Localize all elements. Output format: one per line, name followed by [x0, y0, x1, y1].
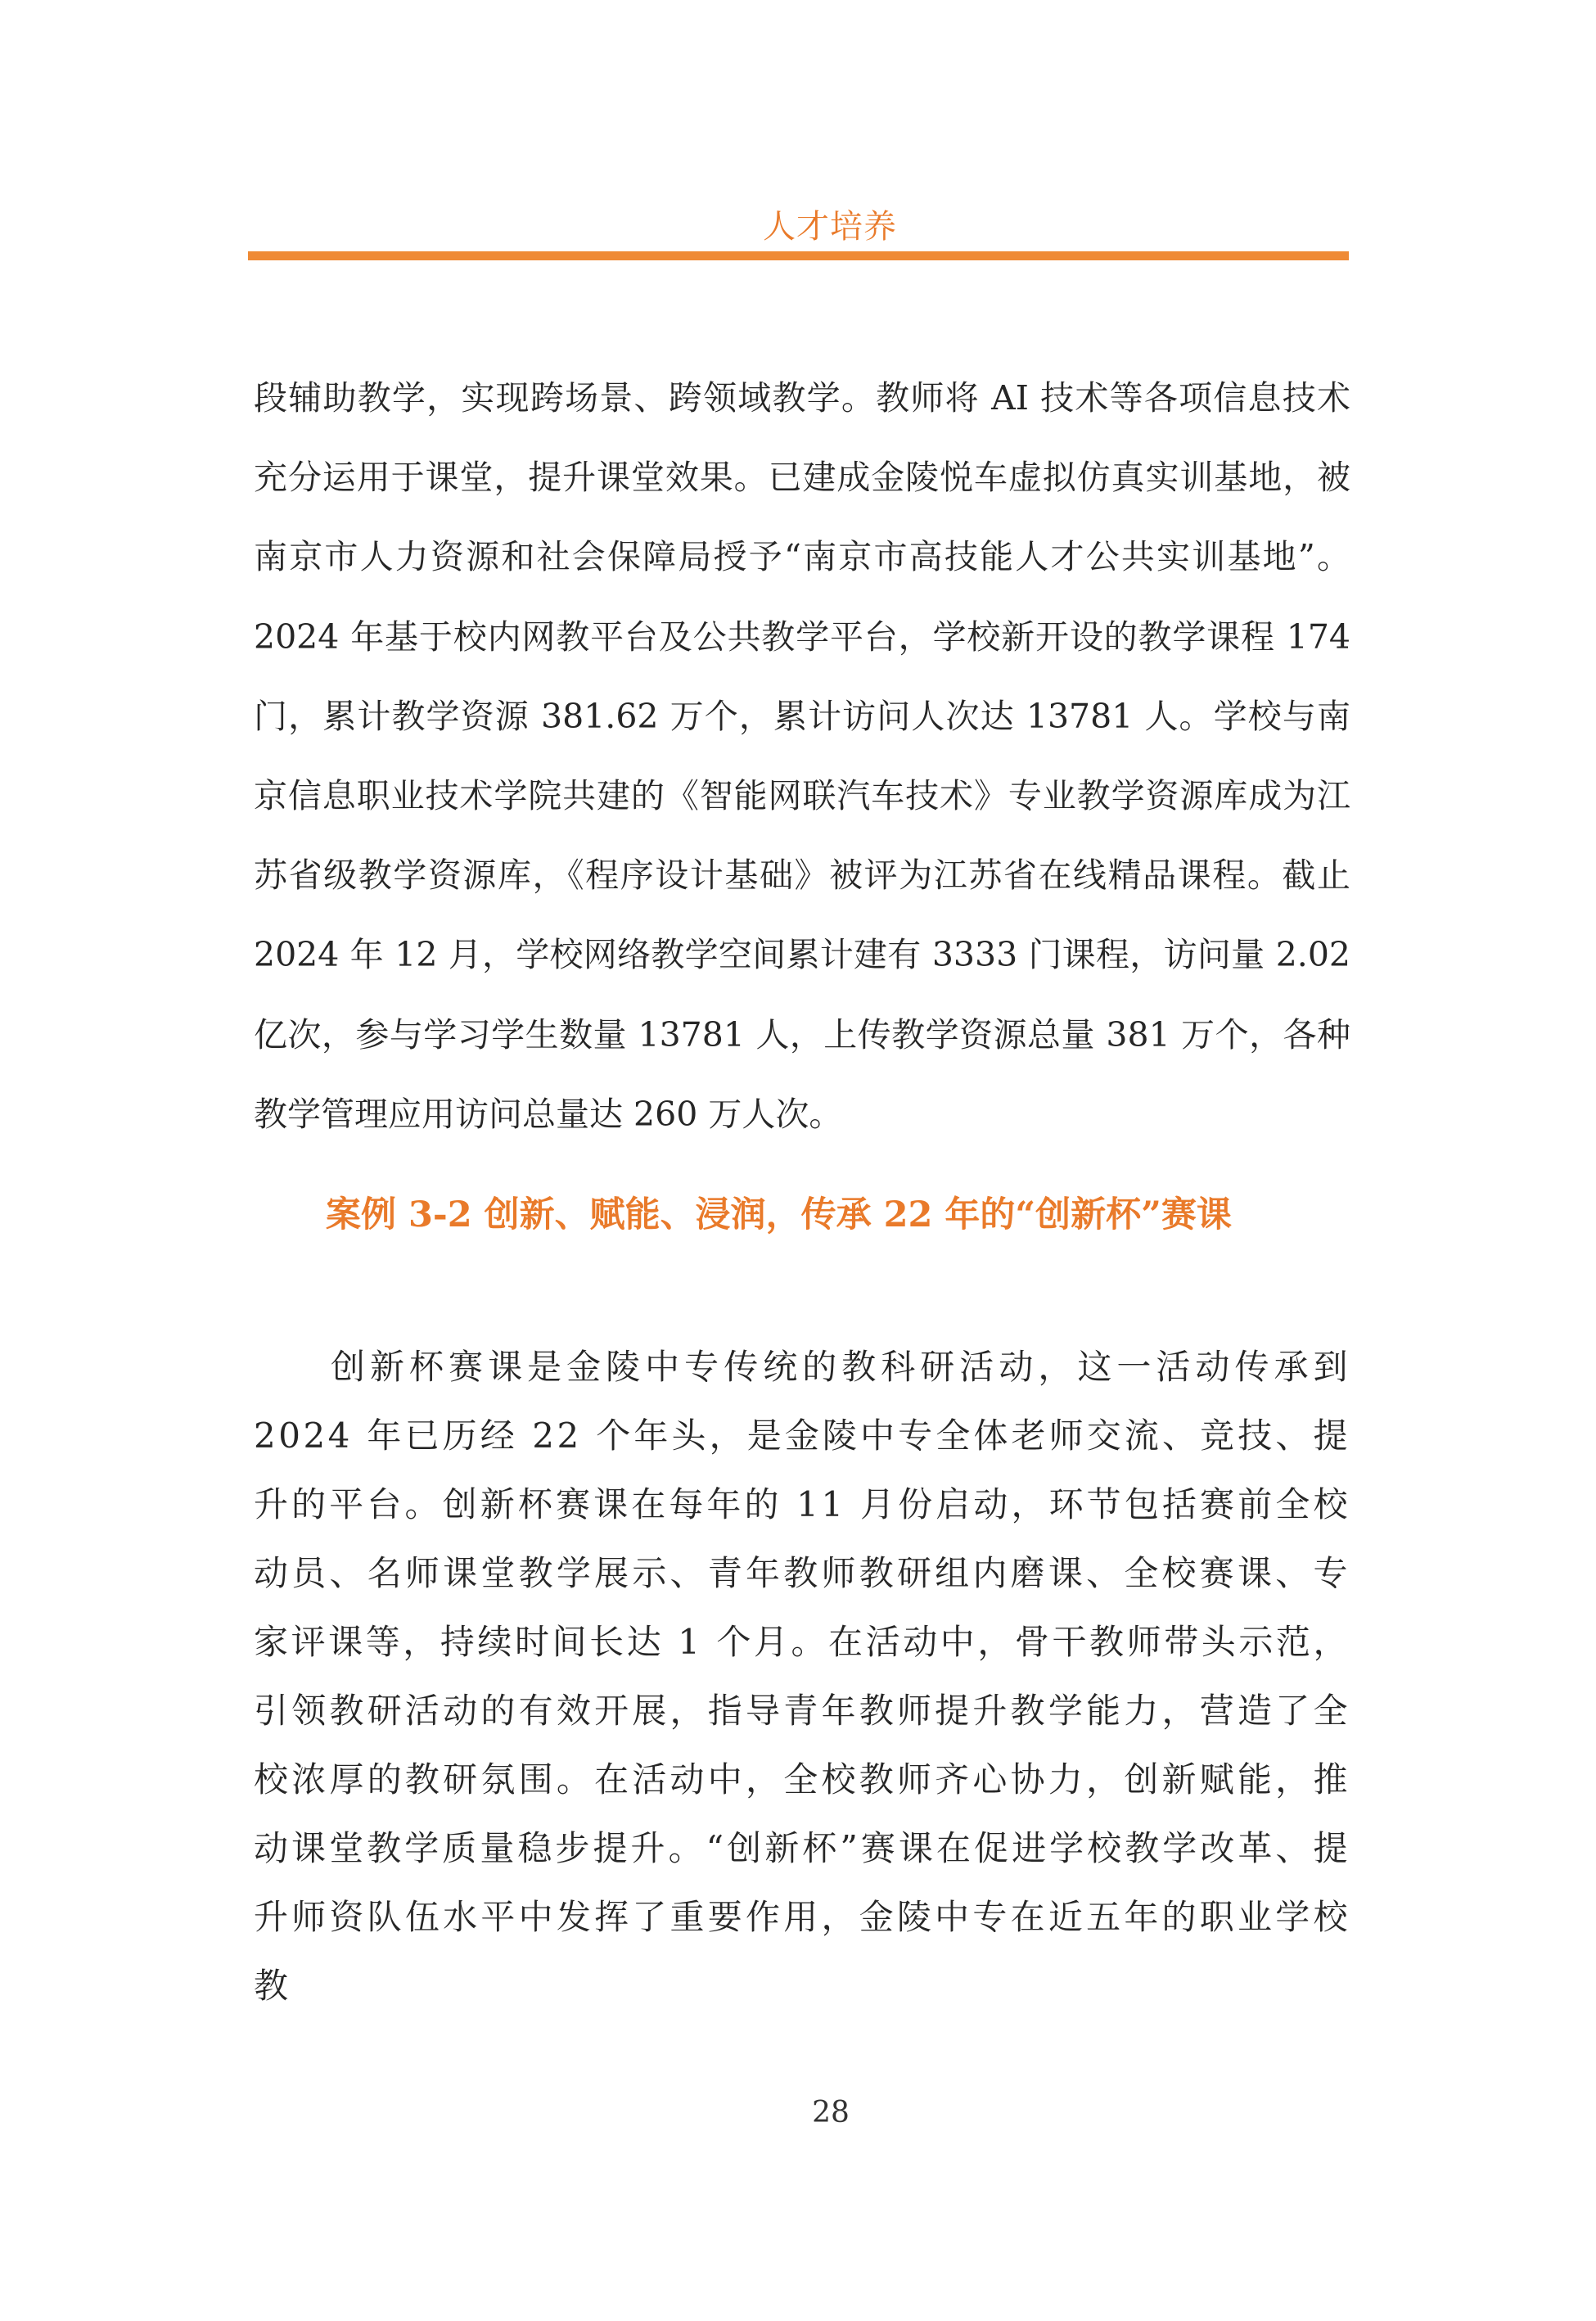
section-header-title: 人才培养 [763, 208, 897, 246]
case-heading: 案例 3-2 创新、赋能、浸润，传承 22 年的“创新杯”赛课 [326, 1194, 1232, 1235]
header-divider [248, 251, 1349, 260]
body-paragraph-1: 段辅助教学，实现跨场景、跨领域教学。教师将 AI 技术等各项信息技术充分运用于课堂，提升课堂效果。已建成金陵悦车虚拟仿真实训基地，被南京市人力资源和社会保障局授予“南京市高技能人才公共实训基地”。2024 年基于校内网教平台及公共教学平台，学校新开设的教学课程 174 门，累计教学资源 381.62 万个，累计访问人次达 13781 人。学校与南京信息职业技术学院共建的《智能网联汽车技术》专业教学资源库成为江苏省级教学资源库，《程序设计基础》被评为江苏省在线精品课程。截止 2024 年 12 月，学校网络教学空间累计建有 3333 门课程，访问量 2.02 亿次，参与学习学生数量 13781 人，上传教学资源总量 381 万个，各种教学管理应用访问总量达 260 万人次。 [254, 378, 1350, 1134]
page-number: 28 [812, 2096, 850, 2129]
body-paragraph-2: 创新杯赛课是金陵中专传统的教科研活动，这一活动传承到 2024 年已历经 22 个年头，是金陵中专全体老师交流、竞技、提升的平台。创新杯赛课在每年的 11 月份启动，环节包括赛前全校动员、名师课堂教学展示、青年教师教研组内磨课、全校赛课、专家评课等，持续时间长达 1 个月。在活动中，骨干教师带头示范，引领教研活动的有效开展，指导青年教师提升教学能力，营造了全校浓厚的教研氛围。在活动中，全校教师齐心协力，创新赋能，推动课堂教学质量稳步提升。“创新杯”赛课在促进学校教学改革、提升师资队伍水平中发挥了重要作用，金陵中专在近五年的职业学校教 [254, 1347, 1350, 2006]
